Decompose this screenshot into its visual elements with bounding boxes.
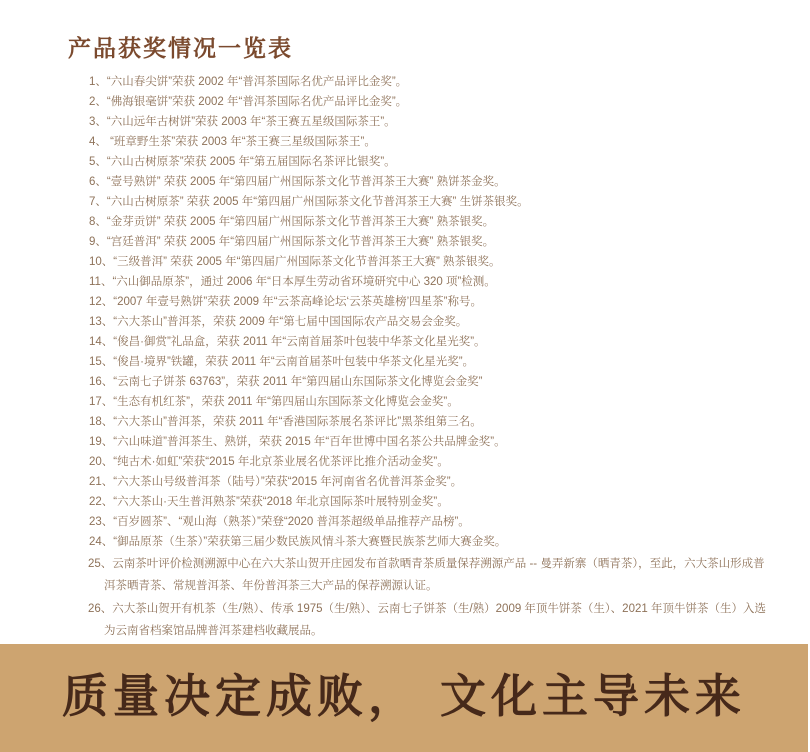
award-item-8: 8、“金芽贡饼” 荣获 2005 年“第四届广州国际茶文化节普洱茶王大赛” 熟茶银奖。: [89, 216, 495, 228]
award-item-2: 2、“佛海银毫饼”荣获 2002 年“普洱茶国际名优产品评比金奖”。: [89, 96, 408, 108]
award-item-21: 21、“六大茶山号级普洱茶（陆号）”荣获“2015 年河南省名优普洱茶金奖”。: [89, 476, 463, 488]
award-list: [0, 72, 810, 642]
award-item-26: 26、六大茶山贺开有机茶（生/熟）、传承 1975（生/熟）、云南七子饼茶（生/熟）2009 年顶牛饼茶（生）、2021 年顶牛饼茶（生）入选为云南省档案馆品牌普洱茶建档收藏展品。: [88, 603, 766, 637]
award-item-10: 10、“三级普洱” 荣获 2005 年“第四届广州国际茶文化节普洱茶王大赛” 熟茶银奖。: [89, 256, 501, 268]
award-item-19: 19、“六山味道”普洱茶生、熟饼，荣获 2015 年“百年世博中国名茶公共品牌金奖”。: [89, 436, 506, 448]
award-item-20: 20、“纯古术·如虹”荣获“2015 年北京茶业展名优茶评比推介活动金奖”。: [89, 456, 449, 468]
award-item-22: 22、“六大茶山·天生普洱熟茶”荣获“2018 年北京国际茶叶展特别金奖”。: [89, 496, 449, 508]
award-item-9: 9、“宫廷普洱” 荣获 2005 年“第四届广州国际茶文化节普洱茶王大赛” 熟茶银奖。: [89, 236, 495, 248]
award-item-4: 4、 “班章野生茶”荣获 2003 年“茶王赛三星级国际茶王”。: [89, 136, 376, 148]
award-item-13: 13、“六大茶山”普洱茶，荣获 2009 年“第七届中国国际农产品交易会金奖。: [89, 316, 468, 328]
award-item-23: 23、“百岁圆茶”、“观山海（熟茶）”荣登“2020 普洱茶超级单品推荐产品榜”。: [89, 516, 470, 528]
award-item-5: 5、“六山古树原茶”荣获 2005 年“第五届国际名茶评比银奖”。: [89, 156, 396, 168]
award-item-12: 12、“2007 年壹号熟饼”荣获 2009 年“云茶高峰论坛‘云茶英雄榜’四星茶”称号。: [89, 296, 482, 308]
award-item-24: 24、“御品原茶（生茶）”荣获第三届少数民族风情斗茶大赛暨民族茶艺师大赛金奖。: [89, 536, 507, 548]
award-item-25: 25、云南茶叶评价检测溯源中心在六大茶山贺开庄园发布首款晒青茶质量保荐溯源产品 -- 曼弄新寨（晒青茶），至此，六大茶山形成普洱茶晒青茶、常规普洱茶、年份普洱茶三大产品的保荐溯源认证。: [88, 558, 765, 592]
footer-slogan: 质量决定成败， 文化主导未来: [61, 669, 746, 723]
award-item-11: 11、“六山御品原茶”，通过 2006 年“日本厚生劳动省环境研究中心 320 项”检测。: [89, 276, 496, 288]
award-item-1: 1、“六山春尖饼”荣获 2002 年“普洱茶国际名优产品评比金奖”。: [89, 76, 408, 88]
award-item-3: 3、“六山远年古树饼”荣获 2003 年“茶王赛五星级国际茶王”。: [89, 116, 396, 128]
award-item-6: 6、“壹号熟饼” 荣获 2005 年“第四届广州国际茶文化节普洱茶王大赛” 熟饼茶金奖。: [89, 176, 506, 188]
award-item-14: 14、“俊昌·御赏”礼品盒，荣获 2011 年“云南首届茶叶包装中华茶文化星光奖”。: [89, 336, 486, 348]
award-item-18: 18、“六大茶山”普洱茶，荣获 2011 年“香港国际茶展名茶评比”黑茶组第三名。: [89, 416, 482, 428]
award-item-7: 7、“六山古树原茶” 荣获 2005 年“第四届广州国际茶文化节普洱茶王大赛” 生饼茶银奖。: [89, 196, 529, 208]
footer-banner: [0, 644, 808, 752]
award-item-15: 15、“俊昌·境界”铁罐，荣获 2011 年“云南首届茶叶包装中华茶文化星光奖”。: [89, 356, 475, 368]
award-item-17: 17、“生态有机红茶”，荣获 2011 年“第四届山东国际茶文化博览会金奖”。: [89, 396, 459, 408]
page-title: 产品获奖情况一览表: [68, 35, 293, 61]
award-item-16: 16、“云南七子饼茶 63763”，荣获 2011 年“第四届山东国际茶文化博览会金奖”: [89, 376, 483, 388]
